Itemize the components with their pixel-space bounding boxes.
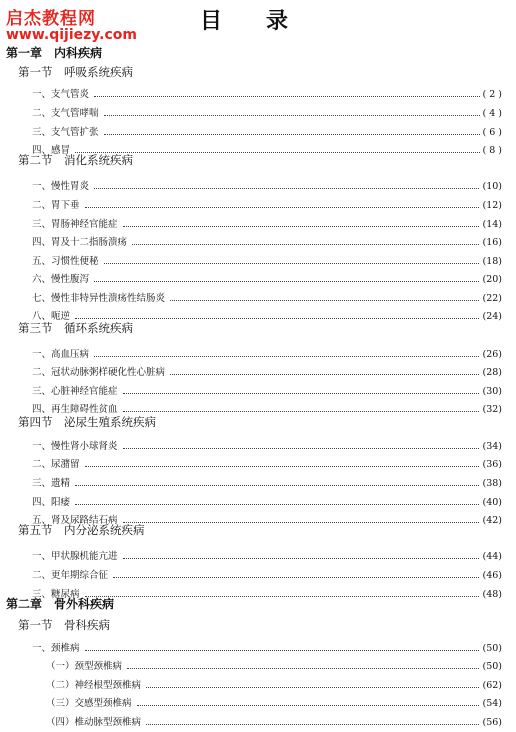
toc-subitem [46,695,502,709]
toc-entry-title: 六、慢性腹泻 [32,274,90,285]
toc-item [32,456,502,470]
dot-leader [75,504,479,505]
toc-page-number: (22) [482,293,502,304]
toc-entry-title: 三、心脏神经官能症 [32,386,118,397]
toc-item [32,548,502,562]
toc-entry-title: 第一章 内科疾病 [6,46,103,60]
toc-entry-title: 三、糖尿病 [32,589,80,600]
toc-page-number: (44) [482,551,502,562]
dot-leader [85,596,480,597]
toc-entry-title: （三）交感型颈椎病 [46,698,132,709]
toc-item [32,383,502,397]
toc-section [18,414,156,430]
dot-leader [94,188,479,189]
toc-page-number: (40) [482,497,502,508]
toc-entry-title: 第三节 循环系统疾病 [18,321,133,335]
dot-leader [85,466,480,467]
toc-item [32,216,502,230]
toc-item [32,494,502,508]
toc-item [32,567,502,581]
dot-leader [123,393,480,394]
toc-entry-title: 一、慢性肾小球肾炎 [32,441,118,452]
toc-entry-title: 八、呃逆 [32,311,71,322]
toc-entry-title: 第二章 骨外科疾病 [6,597,115,611]
toc-entry-title: 一、颈椎病 [32,643,80,654]
toc-page-number: (24) [482,311,502,322]
toc-page-number: (48) [482,589,502,600]
toc-section [18,152,133,168]
toc-entry-title: 一、慢性胃炎 [32,181,90,192]
toc-entry-title: 二、冠状动脉粥样硬化性心脏病 [32,367,166,378]
watermark-site-name: 启杰教程网 [6,9,96,29]
dot-leader [123,226,480,227]
dot-leader [75,318,479,319]
toc-subitem [46,714,502,728]
toc-item [32,364,502,378]
toc-entry-title: 三、遗精 [32,478,71,489]
dot-leader [170,300,479,301]
toc-page-number: (34) [482,441,502,452]
toc-entry-title: 四、感冒 [32,145,71,156]
dot-leader [85,207,480,208]
dot-leader [146,724,479,725]
toc-page-number: (50) [482,661,502,672]
toc-entry-title: 一、高血压病 [32,349,90,360]
toc-page-number: (20) [482,274,502,285]
dot-leader [75,152,479,153]
toc-page-number: ( 8 ) [482,145,502,156]
toc-entry-title: 三、胃肠神经官能症 [32,219,118,230]
toc-page-number: (18) [482,256,502,267]
dot-leader [75,485,479,486]
toc-page-number: (36) [482,459,502,470]
toc-item [32,234,502,248]
toc-entry-title: 一、甲状腺机能亢进 [32,551,118,562]
toc-entry-title: 第一节 骨科疾病 [18,618,110,632]
toc-entry-title: （四）椎动脉型颈椎病 [46,717,142,728]
toc-entry-title: 二、胃下垂 [32,200,80,211]
toc-page-number: (56) [482,717,502,728]
toc-page-number: (16) [482,237,502,248]
dot-leader [104,134,480,135]
toc-page-number: (12) [482,200,502,211]
toc-item [32,438,502,452]
toc-section [18,320,133,336]
toc-item [32,290,502,304]
toc-page-number: ( 4 ) [482,108,502,119]
toc-entry-title: 第二节 消化系统疾病 [18,153,133,167]
toc-item [32,346,502,360]
toc-page-number: ( 6 ) [482,127,502,138]
toc-item [32,640,502,654]
toc-page-number: ( 2 ) [482,89,502,100]
toc-subitem [46,658,502,672]
toc-entry-title: 第一节 呼吸系统疾病 [18,65,133,79]
dot-leader [123,448,480,449]
toc-entry-title: （一）颈型颈椎病 [46,661,123,672]
toc-item [32,197,502,211]
toc-section [18,522,145,538]
toc-entry-title: 第四节 泌尿生殖系统疾病 [18,415,156,429]
dot-leader [113,577,479,578]
dot-leader [104,263,480,264]
toc-entry-title: 四、胃及十二指肠溃疡 [32,237,128,248]
toc-item [32,178,502,192]
toc-item [32,124,502,138]
toc-page-number: (30) [482,386,502,397]
dot-leader [104,115,480,116]
toc-page-number: (10) [482,181,502,192]
toc-entry-title: （二）神经根型颈椎病 [46,680,142,691]
dot-leader [94,356,479,357]
toc-page-number: (46) [482,570,502,581]
dot-leader [132,244,479,245]
dot-leader [94,281,479,282]
toc-page-number: (62) [482,680,502,691]
toc-section [18,617,110,633]
toc-subitem [46,677,502,691]
toc-entry-title: 第五节 内分泌系统疾病 [18,523,145,537]
toc-entry-title: 五、肾及尿路结石病 [32,515,118,526]
toc-chapter [6,595,114,612]
toc-entry-title: 二、尿潴留 [32,459,80,470]
toc-page-number: (14) [482,219,502,230]
toc-page-number: (38) [482,478,502,489]
toc-page-number: (54) [482,698,502,709]
dot-leader [170,374,479,375]
toc-section [18,64,133,80]
toc-page-number: (50) [482,643,502,654]
toc-item [32,401,502,415]
dot-leader [137,705,480,706]
page-title: 目录 [200,9,333,34]
dot-leader [123,411,480,412]
toc-entry-title: 五、习惯性便秘 [32,256,99,267]
toc-entry-title: 二、支气管哮喘 [32,108,99,119]
toc-item [32,105,502,119]
toc-page-number: (28) [482,367,502,378]
toc-entry-title: 一、支气管炎 [32,89,90,100]
toc-entry-title: 七、慢性非特异性溃疡性结肠炎 [32,293,166,304]
toc-entry-title: 四、阳痿 [32,497,71,508]
toc-page-number: (32) [482,404,502,415]
dot-leader [85,650,480,651]
dot-leader [123,558,480,559]
toc-item [32,86,502,100]
toc-entry-title: 二、更年期综合征 [32,570,109,581]
toc-chapter [6,44,102,61]
dot-leader [127,668,479,669]
toc-entry-title: 四、再生障碍性贫血 [32,404,118,415]
dot-leader [94,96,479,97]
toc-item [32,475,502,489]
toc-entry-title: 三、支气管扩张 [32,127,99,138]
toc-item [32,271,502,285]
watermark-url: www.qijiezy.com [6,27,137,43]
dot-leader [146,687,479,688]
toc-page-number: (26) [482,349,502,360]
dot-leader [123,522,480,523]
toc-page-number: (42) [482,515,502,526]
toc-item [32,253,502,267]
